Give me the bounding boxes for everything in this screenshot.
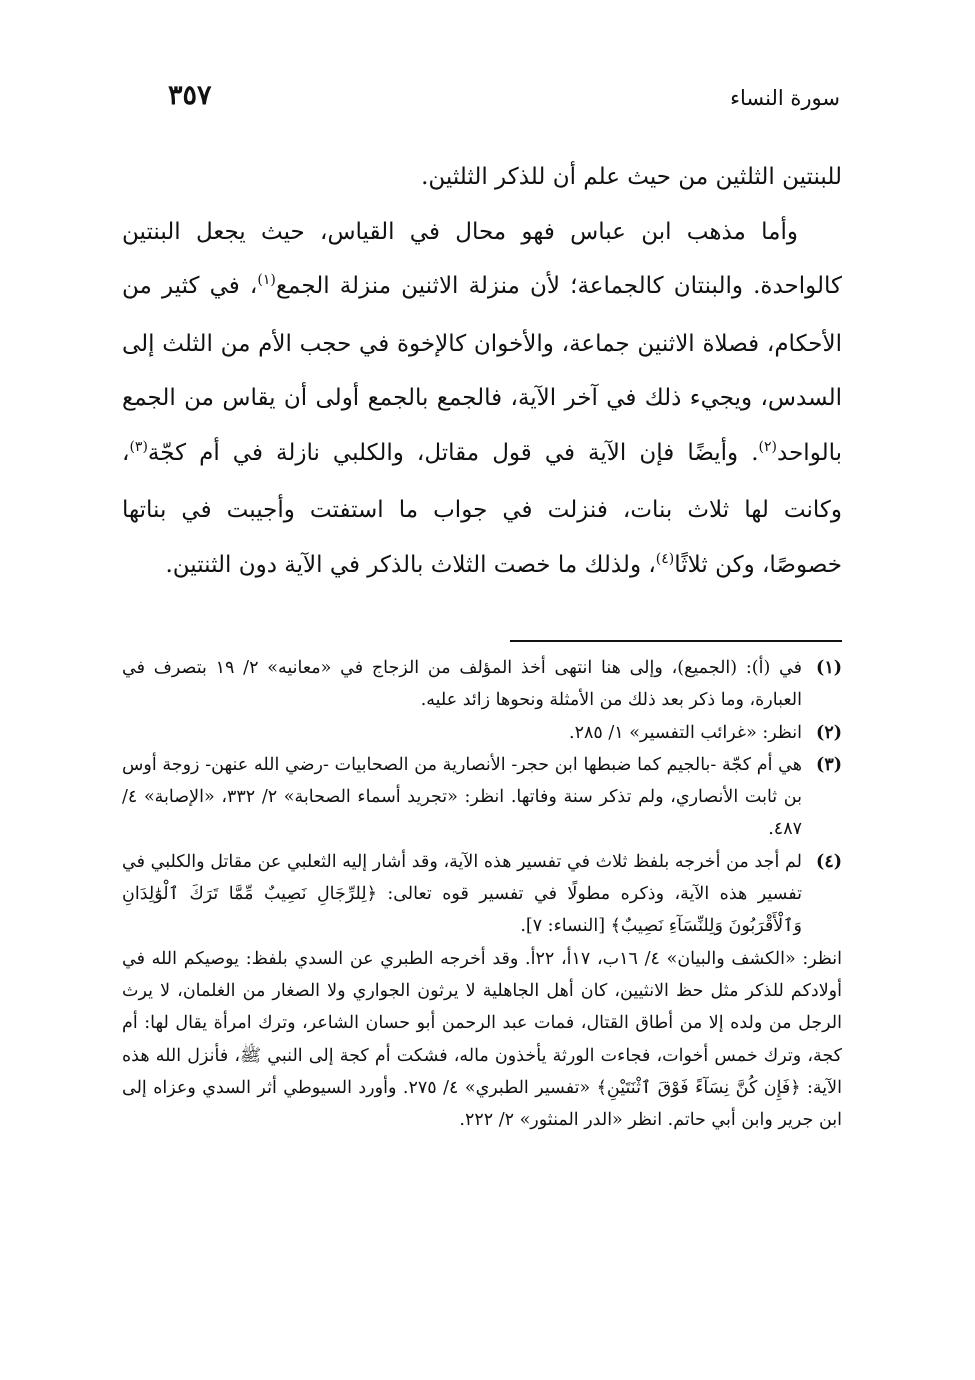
- footnote-ref-2: (٢): [758, 438, 778, 455]
- paragraph-2-part-e: ، ولذلك ما خصت الثلاث بالذكر في الآية دون الثنتين.: [165, 551, 656, 578]
- footnote-ref-1: (١): [257, 272, 276, 288]
- paragraph-2-part-d: ، وكانت لها ثلاث بنات، فنزلت في جواب ما استفتت وأجيبت في بناتها خصوصًا، وكن ثلاثًا: [122, 439, 842, 578]
- footnotes: [122, 652, 842, 1136]
- page-number: ٣٥٧: [168, 80, 212, 111]
- paragraph-2-part-b: ، في كثير من الأحكام، فصلاة الاثنين جماعة، والأخوان كالإخوة في حجب الأم من الثلث إلى السدس، ويجيء ذلك في آخر الآية، فالجمع بالجمع أولى أن يقاس من الجمع بالواحد: [122, 273, 842, 466]
- footnote-4-text: لم أجد من أخرجه بلفظ ثلاث في تفسير هذه الآية، وقد أشار إليه الثعلبي عن مقاتل والكلبي في تفسير هذه الآية، وذكره مطولًا في تفسير قوه تعالى: ﴿لِلرِّجَالِ نَصِيبٌ مِّمَّا تَرَكَ ٱلْوَٰلِدَانِ وَٱلْأَقْرَبُونَ وَلِلنِّسَآءِ نَصِيبٌ﴾ [النساء: ٧].: [122, 851, 802, 937]
- footnote-4-number: (٤): [816, 851, 842, 872]
- surah-name: سورة النساء: [730, 86, 840, 110]
- footnote-2: [122, 717, 842, 749]
- footnote-2-number: (٢): [816, 722, 842, 743]
- footnote-ref-3: (٣): [129, 438, 148, 455]
- paragraph-1-text: للبنتين الثلثين من حيث علم أن للذكر الثلثين.: [421, 164, 842, 190]
- footnote-1-number: (١): [816, 658, 842, 678]
- footnote-4: [122, 846, 842, 943]
- paragraph-2: [122, 205, 842, 596]
- paragraph-2-part-c: . وأيضًا فإن الآية في قول مقاتل، والكلبي نازلة في أم كجّة: [147, 439, 759, 466]
- main-text: [122, 150, 842, 595]
- footnote-1-text: في (أ): (الجميع)، وإلى هنا انتهى أخذ المؤلف من الزجاج في «معانيه» ٢/ ١٩ بتصرف في العبارة، وما ذكر بعد ذلك من الأمثلة ونحوها زائد عليه.: [122, 658, 802, 711]
- footnote-3-text: هي أم كجّة -بالجيم كما ضبطها ابن حجر- الأنصارية من الصحابيات -رضي الله عنهن- زوجة أوس بن ثابت الأنصاري، ولم تذكر سنة وفاتها. انظر: «تجريد أسماء الصحابة» ٢/ ٣٣٢، «الإصابة» ٤/ ٤٨٧.: [122, 754, 802, 840]
- footnote-3-number: (٣): [816, 754, 842, 775]
- footnote-ref-4: (٤): [655, 550, 675, 567]
- footnote-2-text: انظر: «غرائب التفسير» ١/ ٢٨٥.: [569, 722, 802, 743]
- footnote-1: [122, 652, 842, 717]
- footnote-4-continuation: انظر: «الكشف والبيان» ٤/ ١٦ب، ١٧أ، ٢٢أ. وقد أخرجه الطبري عن السدي بلفظ: يوصيكم الله في أولادكم للذكر مثل حظ الانثيين، كان أهل الجاهلية لا يرثون الجواري ولا الصغار من الغلمان، لا يرث الرجل من ولده إلا من أطاق القتال، فمات عبد الرحمن أبو حسان الشاعر، وترك امرأة يقال لها: أم كجة، وترك خمس أخوات، فجاءت الورثة يأخذون ماله، فشكت أم كجة إلى النبي ﷺ، فأنزل الله هذه الآية: ﴿فَإِن كُنَّ نِسَآءً فَوْقَ ٱثْنَتَيْنِ﴾ «تفسير الطبري» ٤/ ٢٧٥. وأورد السيوطي أثر السدي وعزاه إلى ابن جرير وابن أبي حاتم. انظر «الدر المنثور» ٢/ ٢٢٢.: [122, 948, 843, 1131]
- page-header: [150, 80, 840, 120]
- paragraph-1: [122, 150, 842, 205]
- footnote-3: [122, 749, 842, 846]
- paragraph-2-part-a: وأما مذهب ابن عباس فهو محال في القياس، حيث يجعل البنتين كالواحدة. والبنتان كالجماعة؛ لأن منزلة الاثنين منزلة الجمع: [122, 218, 842, 299]
- footnote-divider: [510, 640, 842, 642]
